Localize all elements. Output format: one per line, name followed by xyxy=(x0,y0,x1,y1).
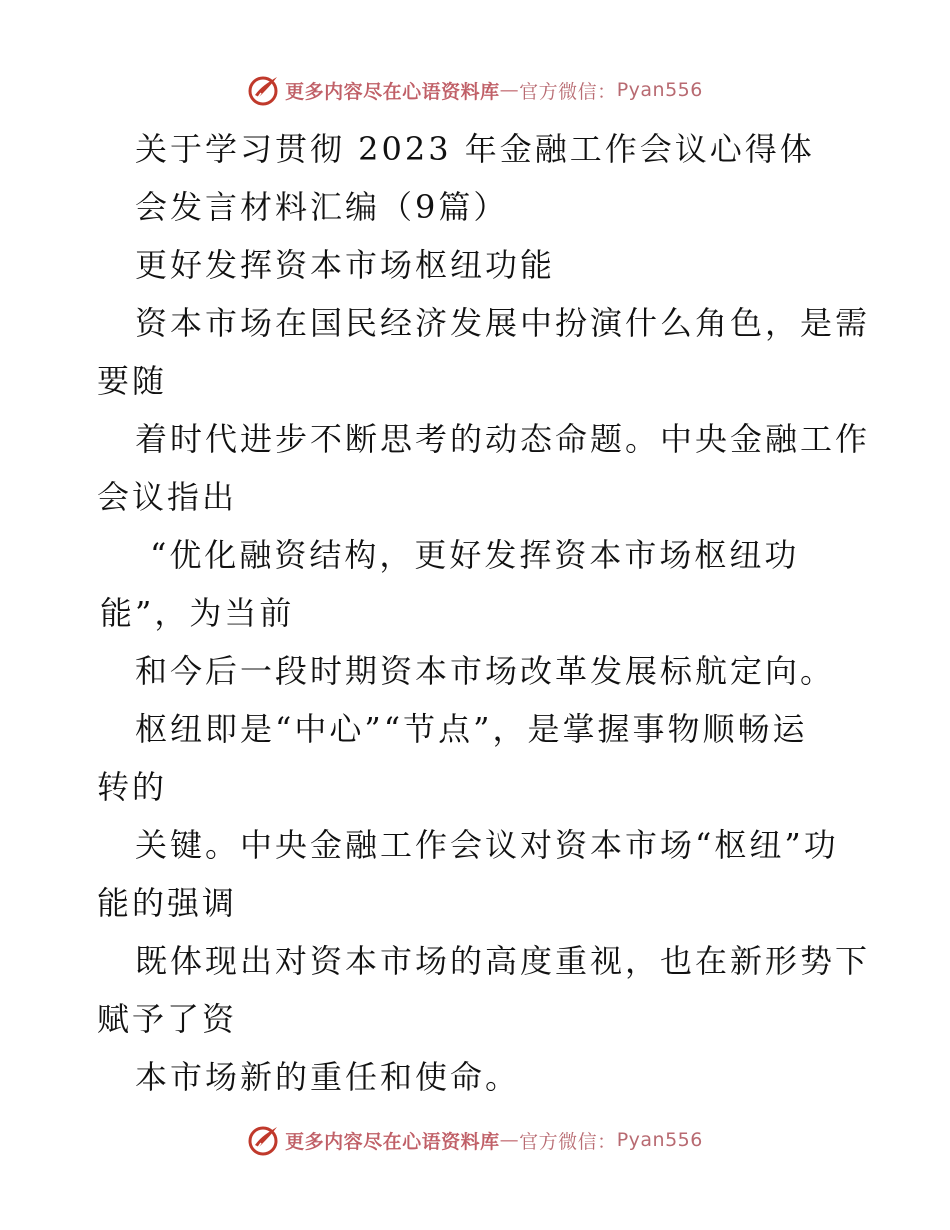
quill-logo-icon xyxy=(247,73,281,107)
quill-logo-icon xyxy=(247,1123,281,1157)
banner-wechat-label: 官方微信： xyxy=(519,1130,617,1153)
doc-paragraph-line: “优化融资结构，更好发挥资本市场枢纽功 xyxy=(150,536,800,574)
doc-paragraph-line: 赋予了资 xyxy=(97,1000,238,1038)
banner-dash: — xyxy=(499,1129,520,1151)
banner-wechat-id: Pyan556 xyxy=(616,1129,703,1151)
doc-subtitle: 更好发挥资本市场枢纽功能 xyxy=(135,246,556,284)
banner-wechat-id: Pyan556 xyxy=(616,79,703,101)
doc-paragraph-line: 着时代进步不断思考的动态命题。中央金融工作 xyxy=(135,420,871,458)
banner-dash: — xyxy=(499,79,520,101)
doc-paragraph-line: 能”，为当前 xyxy=(100,594,295,632)
doc-title-line-1: 关于学习贯彻 2023 年金融工作会议心得体 xyxy=(135,130,815,168)
doc-paragraph-line: 能的强调 xyxy=(97,884,238,922)
footer-banner xyxy=(0,1120,950,1160)
banner-promo-text: 更多内容尽在心语资料库 xyxy=(285,80,500,103)
doc-paragraph-line: 和今后一段时期资本市场改革发展标航定向。 xyxy=(135,652,836,690)
doc-paragraph-line: 本市场新的重任和使命。 xyxy=(135,1058,521,1096)
banner-promo-text: 更多内容尽在心语资料库 xyxy=(285,1130,500,1153)
doc-paragraph-line: 关键。中央金融工作会议对资本市场“枢纽”功 xyxy=(135,826,839,864)
doc-title-line-2: 会发言材料汇编（9篇） xyxy=(135,188,509,226)
doc-paragraph-line: 既体现出对资本市场的高度重视，也在新形势下 xyxy=(135,942,871,980)
doc-paragraph-line: 会议指出 xyxy=(97,478,238,516)
doc-paragraph-line: 要随 xyxy=(97,362,168,400)
banner-wechat-label: 官方微信： xyxy=(519,80,617,103)
doc-paragraph-line: 转的 xyxy=(97,768,168,806)
doc-paragraph-line: 枢纽即是“中心”“节点”，是掌握事物顺畅运 xyxy=(135,710,808,748)
doc-paragraph-line: 资本市场在国民经济发展中扮演什么角色，是需 xyxy=(135,304,871,342)
header-banner xyxy=(0,70,950,110)
